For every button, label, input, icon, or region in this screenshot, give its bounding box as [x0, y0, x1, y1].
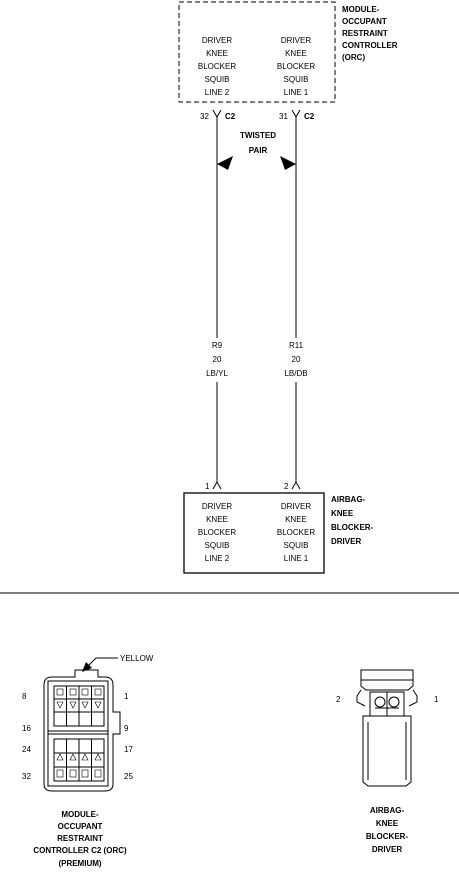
orc-c2-pin-32: 32	[22, 772, 31, 781]
orc-right-circuit-line: BLOCKER	[276, 62, 316, 71]
orc-c2-caption-line: MODULE-	[61, 810, 99, 819]
airbag-right-circuit-line: SQUIB	[283, 541, 309, 550]
airbag-connector-caption-line: BLOCKER-	[365, 832, 409, 841]
wire-right-label	[279, 338, 313, 382]
orc-terminal-left	[213, 110, 221, 117]
airbag-right-circuit-line: BLOCKER	[276, 528, 316, 537]
orc-right-circuit-line: DRIVER	[280, 36, 312, 45]
wire-right-gauge: 20	[291, 355, 301, 364]
airbag-left-circuit-line: BLOCKER	[197, 528, 237, 537]
orc-right-circuit-line: SQUIB	[283, 75, 309, 84]
orc-c2-caption-line: RESTRAINT	[57, 834, 103, 843]
airbag-right-circuit-line: DRIVER	[280, 502, 312, 511]
orc-left-circuit-line: SQUIB	[204, 75, 230, 84]
yellow-callout-text: YELLOW	[120, 654, 154, 663]
airbag-module-label	[331, 495, 374, 546]
orc-label-line-5: (ORC)	[342, 53, 366, 62]
orc-connector-c2-right: C2	[304, 112, 315, 121]
orc-label-line-2: OCCUPANT	[342, 17, 387, 26]
airbag-left-circuit-line: SQUIB	[204, 541, 230, 550]
airbag-left-circuit-label	[198, 502, 236, 563]
orc-connector-c2-left: C2	[225, 112, 236, 121]
orc-c2-pin-1: 1	[124, 692, 129, 701]
orc-c2-connector-illustration	[44, 670, 120, 791]
orc-right-circuit-label	[277, 36, 315, 97]
orc-c2-caption-line: (PREMIUM)	[58, 859, 102, 868]
wire-right-circuit: R11	[288, 341, 304, 350]
wire-right-color: LB/DB	[284, 369, 308, 378]
airbag-right-circuit-line: KNEE	[285, 515, 307, 524]
orc-pin-32: 32	[200, 112, 209, 121]
airbag-left-circuit-line: DRIVER	[201, 502, 233, 511]
orc-module-outline	[179, 2, 335, 102]
orc-c2-pin-25: 25	[124, 772, 133, 781]
airbag-connector-pin-2: 2	[336, 695, 341, 704]
airbag-connector-caption-line: DRIVER	[371, 845, 403, 854]
airbag-left-circuit-line: LINE 2	[204, 554, 230, 563]
airbag-module	[184, 493, 374, 573]
airbag-label-line-1: AIRBAG-	[331, 495, 366, 504]
twisted-pair-left-arrow	[217, 156, 233, 170]
wire-left-gauge: 20	[212, 355, 222, 364]
orc-label-line-3: RESTRAINT	[342, 29, 388, 38]
orc-label-line-4: CONTROLLER	[342, 41, 398, 50]
airbag-label-line-4: DRIVER	[331, 537, 362, 546]
orc-right-circuit-line: KNEE	[285, 49, 307, 58]
airbag-connector-caption	[366, 806, 409, 854]
orc-c2-pin-24: 24	[22, 745, 31, 754]
orc-c2-pin-9: 9	[124, 724, 129, 733]
orc-module	[179, 2, 398, 102]
orc-left-circuit-line: BLOCKER	[197, 62, 237, 71]
wire-left-color: LB/YL	[206, 369, 228, 378]
orc-c2-caption-line: OCCUPANT	[57, 822, 103, 831]
airbag-connector-caption-line: AIRBAG-	[369, 806, 405, 815]
orc-c2-pin-numbers	[22, 692, 133, 781]
twisted-pair-line-1: TWISTED	[240, 131, 276, 140]
airbag-right-circuit-line: LINE 1	[283, 554, 309, 563]
orc-right-circuit-line: LINE 1	[283, 88, 309, 97]
airbag-terminal-left	[213, 482, 221, 489]
orc-c2-pin-8: 8	[22, 692, 27, 701]
twisted-pair-label	[240, 131, 276, 155]
airbag-label-line-3: BLOCKER-	[331, 523, 374, 532]
wire-left-label	[200, 338, 234, 382]
orc-c2-caption	[33, 810, 127, 868]
airbag-connector-illustration	[357, 670, 417, 786]
airbag-left-circuit-line: KNEE	[206, 515, 228, 524]
airbag-connector-caption-line: KNEE	[375, 819, 399, 828]
airbag-pin-2: 2	[284, 482, 289, 491]
orc-terminal-right	[292, 110, 300, 117]
orc-left-circuit-line: LINE 2	[204, 88, 230, 97]
airbag-label-line-2: KNEE	[331, 509, 354, 518]
twisted-pair-right-arrow	[280, 156, 296, 170]
airbag-pin-1: 1	[205, 482, 210, 491]
orc-label-line-1: MODULE-	[342, 5, 380, 14]
orc-c2-caption-line: CONTROLLER C2 (ORC)	[33, 846, 127, 855]
airbag-right-circuit-label	[277, 502, 315, 563]
orc-c2-pin-17: 17	[124, 745, 133, 754]
yellow-callout	[82, 654, 154, 672]
airbag-terminal-right	[292, 482, 300, 489]
airbag-connector-pin-1: 1	[434, 695, 439, 704]
orc-c2-pin-16: 16	[22, 724, 31, 733]
twisted-pair-line-2: PAIR	[248, 146, 268, 155]
wire-left-circuit: R9	[211, 341, 223, 350]
orc-left-circuit-line: DRIVER	[201, 36, 233, 45]
orc-left-circuit-line: KNEE	[206, 49, 228, 58]
orc-left-circuit-label	[198, 36, 236, 97]
orc-pin-31: 31	[279, 112, 288, 121]
orc-module-label	[342, 5, 398, 62]
